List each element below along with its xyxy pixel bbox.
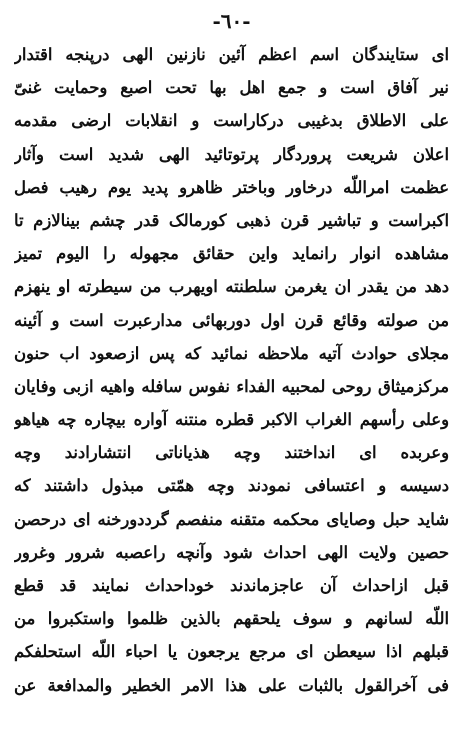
text-line: علی الاطلاق بدغیبی درکاراست و انقلابات ارضی مقدمه bbox=[14, 111, 449, 131]
text-line: مشاهده انوار رانماید واین حقائق مجهوله را الیوم تمیز bbox=[14, 244, 449, 264]
page-number: -٦٠- bbox=[212, 9, 251, 33]
text-line: نیر آفاق است و جمع اهل بها تحت اصبع وحمایت غنیّ bbox=[14, 78, 449, 98]
text-line: دهد من یقدر ان یغرمن سلطنته اویهرب من سیطرته او ینهزم bbox=[14, 277, 449, 297]
text-line: شاید حبل وصایای محکمه متقنه منفصم گرددورخنه ای درحصن bbox=[14, 509, 449, 529]
text-line: اللّه لسانهم و سوف یلحقهم بالذین ظلموا واستکبروا من bbox=[14, 609, 449, 629]
text-line: مجلای حوادث آتیه ملاحظه نمائید که پس ازصعود اب حنون bbox=[14, 343, 449, 363]
text-line: دسیسه و اعتسافی نمودند وچه همّتی مبذول داشتند که bbox=[14, 476, 449, 496]
text-line: حصین ولایت الهی احداث شود وآنچه راعصبه شرور وغرور bbox=[14, 542, 449, 562]
body-text bbox=[14, 38, 449, 702]
text-line: وعربده ای انداختند وچه هذیاناتی انتشارادند وچه bbox=[14, 443, 449, 463]
text-line: من صولته وقائع قرن اول دوربهائی مدارعبرت است و آئینه bbox=[14, 310, 449, 330]
text-line: ای ستایندگان اسم اعظم آئین نازنین الهی درپنجه اقتدار bbox=[14, 45, 449, 64]
text-line: اکبراست و تباشیر قرن ذهبی کورمالک قدر چشم بینالازم تا bbox=[14, 210, 449, 230]
text-line: فی آخرالقول بالثبات علی هذا الامر الخطیر والمدافعة عن bbox=[14, 675, 449, 695]
text-line: وعلی رأسهم الغراب الاکبر قطره منتنه آواره بیچاره چه هیاهو bbox=[14, 410, 449, 430]
text-line: قبلهم اذا سیعطن ای مرجع یرجعون یا احباء اللّه استحلفکم bbox=[14, 642, 449, 662]
text-line: قبل ازاحداث آن عاجزماندند خوداحداث نمایند قد قطع bbox=[14, 576, 449, 595]
text-line: اعلان شریعت پروردگار پرتوتائید الهی شدید است وآثار bbox=[14, 144, 449, 164]
text-line: مرکزمیثاق روحی لمحبیه الفداء نفوس سافله واهیه ازبی وفایان bbox=[14, 376, 449, 396]
text-line: عظمت امراللّه درخاور وباختر ظاهرو پدید یوم رهیب فصل bbox=[14, 177, 449, 197]
